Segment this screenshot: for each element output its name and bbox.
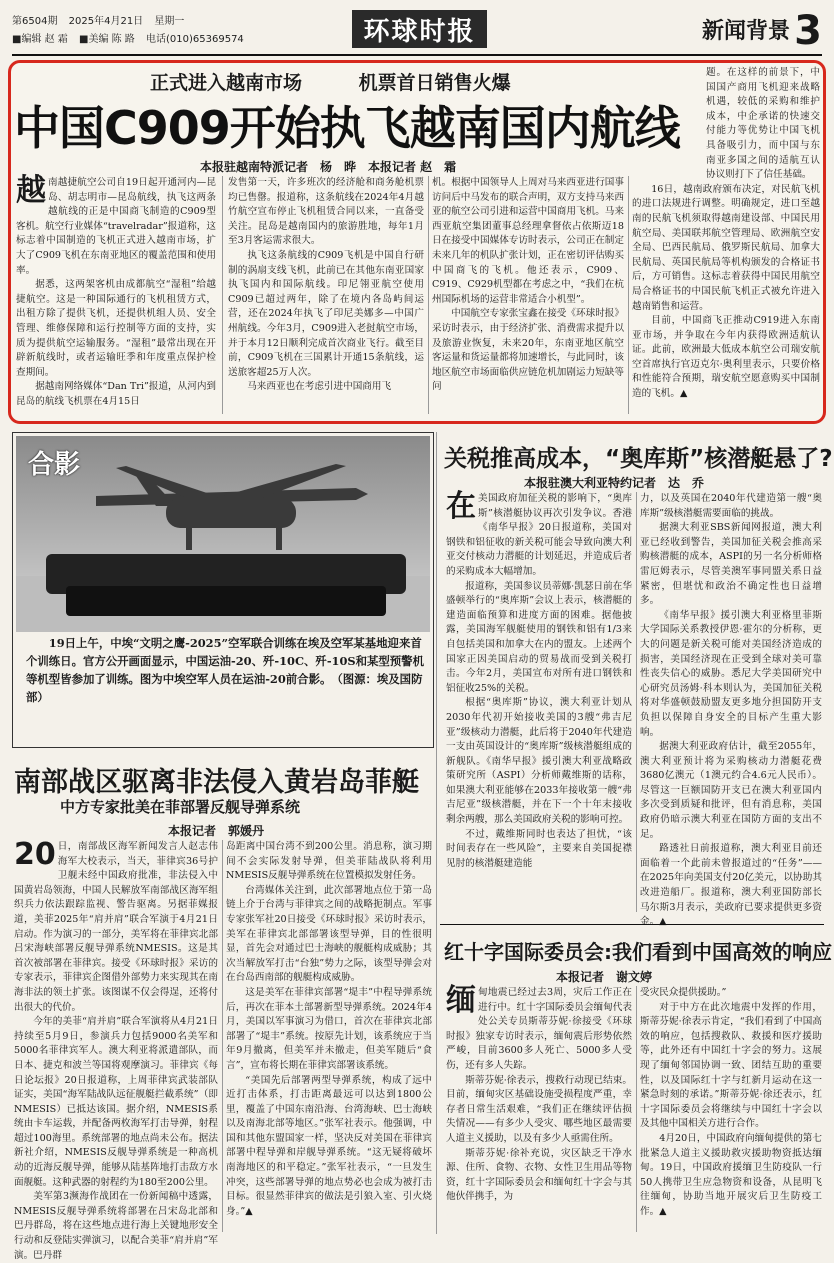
paragraph: 不过，戴维斯同时也表达了担忧，“该时间表存在一些风险”，主要来自美国捉襟见肘的核潜艇建造能 <box>446 828 632 869</box>
paragraph: 据澳大利亚SBS新闻网报道，澳大利亚已经收到警告，美国加征关税会推高采购核潜艇的成本，ASPI的另一名分析师格雷厄姆表示，尽管美澳军事同盟关系日益紧密，但堪忧和政治不确定性也日益增多。 <box>640 522 822 607</box>
paragraph: 今年的美菲“肩并肩”联合军演将从4月21日持续至5月9日，参演兵力包括9000名美军和5000名菲律宾军人。澳大利亚将派遣部队，而日本、捷克和波兰等国将观摩演习。菲律宾《每日论坛报》20日报道称，上周菲律宾武装部队证实，美国“海军陆战队远征舰艇拦截系统”（即NMESIS）已抵达该国。据介绍，NMESIS系统由卡车运载，并配备两枚海军打击导弹，射程超过100海里。系统部署的地点尚未公布。据法新社介绍，NMESIS反舰导弹系统是一种高机动的近海反舰导弹，能够从陆基阵地打击敌方水面舰艇。这种武器的射程约为180至200公里。 <box>14 1016 218 1188</box>
column-divider <box>636 492 637 912</box>
paragraph: 题。在这样的前景下，中国国产商用飞机迎来战略机遇，较低的采购和维护成本，中企承诺的快速交付能力等优势让中国飞机具备吸引力，而中国与东南亚多国之间的适航互认协议则打下了信任基础。 <box>706 67 820 181</box>
story4-dropcap: 缅 <box>446 983 476 1018</box>
column-divider <box>222 840 223 1232</box>
column-divider <box>428 176 429 414</box>
paragraph: 报道称，美国参议员蒂娜·凯瑟日前在华盛顿举行的“奥库斯”会议上表示，核潜艇的建造面临预算和进度方面的困难。据他披露，美国海军舰艇使用的钢铁和铝有1/3来自包括美国和加拿大在内的盟友。上述两个国家正因美国启动的贸易战而受到关税打击。今年2月，美国宣布对所有进口钢铁和铝征收25%的关税。 <box>446 580 632 694</box>
paragraph: 南越捷航空公司自19日起开通河内—昆岛、胡志明市—昆岛航线，执飞这两条越航线的正是中国商飞制造的C909型客机。航空行业媒体“travelradar”报道称，这标志着中国制造的飞机正式进入越南市场，扩大了C909飞机在东南亚地区的覆盖范围和使用率。 <box>16 177 216 276</box>
paragraph: 美军第3濒海作战团在一份新闻稿中透露，NMESIS反舰导弹系统将部署在吕宋岛北部和巴丹群岛，将在这些地点进行海上关键地形安全行动和反登陆实弹演习，以配合美菲“肩并肩”军演。巴丹群 <box>14 1191 218 1261</box>
lead-kicker <box>150 68 561 95</box>
column-divider <box>636 986 637 1232</box>
paragraph: 斯蒂芬妮·徐表示，搜救行动现已结束。目前，缅甸灾区基础设施受损程度严重，幸存者日常生活艰难，“我们正在继续评估损失情况——有多少人受灾、哪些地区最需要人道主义援助，以及有多少人亟需住所。 <box>446 1074 632 1144</box>
paragraph: 发售第一天，许多班次的经济舱和商务舱机票均已售罄。报道称，这条航线在2024年4月越竹航空宣布停止飞机租赁合同以来，一直备受关注。昆岛是越南国内的旅游胜地，每年1月至3月客运需求很大。 <box>228 177 424 247</box>
paragraph: 斯蒂芬妮·徐补充说，灾区缺乏干净水源、住所、食物、衣物、女性卫生用品等物资，红十字国际委员会和缅甸红十字会与其他伙伴携手，为 <box>446 1147 632 1203</box>
paragraph: 《南华早报》援引澳大利亚格里菲斯大学国际关系教授伊恩·霍尔的分析称，更大的问题是新关税可能对美国经济造成的损害，美国经济现在正受到全球对美可靠性丧失信心的威胁。悉尼大学美国研究中心研究员汤姆·科本则认为，美国加征关税将对华盛顿鼓励盟友更多地分担国防开支负担以保障自身安全的目标产生重大影响。 <box>640 609 822 738</box>
paragraph: 根据“奥库斯”协议，澳大利亚计划从2030年代初开始接收美国的3艘“弗吉尼亚”级核动力潜艇，此后将于2040年代建造一支由英国设计的“奥库斯”级核潜艇组成的新舰队。《南华早报》援引澳大利亚战略政策研究所（ASPI）分析师戴维斯的话称，如果澳大利亚能够在2033年接收第一艘“弗吉尼亚”级核潜艇，并在下一个十年末接收剩余两艘，那么美国政府关税的影响可控。 <box>446 697 632 826</box>
paragraph: 机。根据中国领导人上周对马来西亚进行国事访问后中马发布的联合声明，双方支持马来西亚的航空公司引进和运营中国商用飞机。马来西亚航空集团董事总经理拿督依占依斯迈18日在接受中国媒体专访时表示，公司正在制定未来几年的机队扩张计划，正在密切评估购买中国商飞的飞机。他还表示，C909、C919、C929机型都在考虑之中，“我们在杭州国际机场的运营非常适合小机型”。 <box>432 177 624 305</box>
story2-byline: 本报驻澳大利亚特约记者 达 乔 <box>524 476 705 490</box>
story2-column-1 <box>446 489 632 914</box>
paragraph: 甸地震已经过去3周，灾后工作正在进行中。红十字国际委员会缅甸代表处公关专员斯蒂芬妮·徐接受《环球时报》独家专访时表示，缅甸震后形势依然严峻，目前3600多人死亡、5000多人受伤，还有多人失踪。 <box>446 987 632 1071</box>
paragraph: 据越南网络媒体“Dan Tri”报道，从河内到昆岛的航线飞机票在4月15日 <box>16 381 217 407</box>
column-divider <box>222 176 223 414</box>
story2-dropcap: 在 <box>446 489 476 524</box>
story3-subhead: 中方专家批美在菲部署反舰导弹系统 <box>60 798 301 816</box>
story3-column-2 <box>226 840 432 1234</box>
paragraph: 这是美军在菲律宾部署“堤丰”中程导弹系统后，再次在菲本土部署新型导弹系统。2024年4月，美国以军事演习为借口，首次在菲律宾北部部署了“堤丰”系统。按原先计划，该系统应于当年9月撤离，但美军并未撤走，但美军随后“食言”，宣布将长期在菲律宾部署该系统。 <box>226 986 432 1071</box>
lead-dropcap: 越 <box>16 173 46 208</box>
paragraph: 执飞这条航线的C909飞机是中国自行研制的涡扇支线飞机，此前已在其他东南亚国家执飞国内和国际航线。印尼翎亚航空使用C909已超过两年，除了在境内各岛屿间运营，还在2024年执飞了印尼美娜多—中国广州航线。今年3月，C909进入老挝航空市场，并于本月12日顺利完成首次商业飞行。截至目前，C909飞机在三国累计开通15条航线，运送旅客超25万人次。 <box>228 249 424 378</box>
designer-credit: ■美编 陈 路 <box>79 34 135 45</box>
paragraph: 4月20日，中国政府向缅甸提供的第七批紧急人道主义援助救灾援助物资抵达缅甸。19日，中国政府援缅卫生防疫队一行50人携带卫生应急物资和设备，从昆明飞往缅甸，协助当地开展灾后卫生防疫工作。▲ <box>640 1132 822 1217</box>
story-divider <box>440 924 824 925</box>
paragraph: 马来西亚也在考虑引进中国商用飞 <box>247 381 392 393</box>
paragraph: 日，南部战区海军新闻发言人赵志伟海军大校表示，当天，菲律宾36号护卫舰未经中国政府批准，非法侵入中国黄岩岛领海，中国人民解放军南部战区海军组织兵力依法跟踪监视、警告驱离。另据菲媒报道，美菲2025年“肩并肩”联合军演于4月21日启动。作为演习的一部分，美军将在菲律宾北部吕宋海峡部署反舰导弹系统NMESIS。这是其首次被部署在菲律宾。接受《环球时报》采访的专家表示，菲律宾企图借外部势力来实现其在南海非法的领土扩张。该图谋不仅会得逞，还将付出很大的代价。 <box>14 841 218 1013</box>
lead-column-1 <box>16 173 217 416</box>
story3-byline: 本报记者 郭媛丹 <box>168 824 265 838</box>
paragraph: 据悉，这两架客机由成都航空“湿租”给越捷航空。这是一种国际通行的飞机租赁方式，出租方除了提供飞机，还提供机组人员、安全管理、维修保障和运行控制等方面的支持，实质为提供航空运输服务。“湿租”最常出现在开辟新航线时，或者运输旺季和年度重点保护检查期间。 <box>16 279 216 378</box>
section-name: 新闻背景 <box>701 18 790 44</box>
story3-dropcap: 20 <box>14 837 56 872</box>
paragraph: 路透社日前报道称，澳大利亚目前还面临着一个此前未曾报道过的“任务”——在2025年向美国支付20亿美元，以协助其改进造船厂。报道称，澳大利亚国防部长马尔斯3月表示，美政府已要求提供更多资金。▲ <box>640 843 822 928</box>
newspaper-logo: 环球时报 <box>352 10 487 48</box>
header-rule <box>12 54 822 56</box>
story2-headline: 关税推高成本，“奥库斯”核潜艇悬了? <box>444 446 833 472</box>
kicker-left: 正式进入越南市场 <box>150 72 303 94</box>
issue-weekday: 星期一 <box>154 16 185 27</box>
staff-line <box>12 30 252 45</box>
kicker-right: 机票首日销售火爆 <box>358 72 511 94</box>
crowd-icon <box>46 554 406 616</box>
lead-column-3 <box>432 176 624 416</box>
paragraph: 岛距离中国台湾不到200公里。消息称，演习期间不会实际发射导弹，但美菲陆战队将利用NMESIS反舰导弹系统在位置模拟发射任务。 <box>226 841 432 882</box>
lead-column-2 <box>228 176 424 416</box>
paragraph: 力，以及英国在2040年代建造第一艘“奥库斯”级核潜艇需要面临的挑战。 <box>640 493 822 519</box>
issue-number: 第6504期 <box>12 16 58 27</box>
paragraph: 对于中方在此次地震中发挥的作用，斯蒂芬妮·徐表示肯定，“我们看到了中国高效的响应，包括搜救队、救援和医疗援助等，此外还有中国红十字会的努力。这展现了缅甸邻国协调一致、团结互助的重要性，以及国际红十字与红新月运动在这一紧急时刻的承诺。”斯蒂芬妮·徐还表示，红十字国际委员会将继续与中国红十字会以及其他中国相关方进行合作。 <box>640 1001 822 1130</box>
story3-headline: 南部战区驱离非法侵入黄岩岛菲艇 <box>14 767 419 798</box>
paragraph: 中国航空专家张宝鑫在接受《环球时报》采访时表示，由于经济扩张、消费需求提升以及旅游业恢复，未来20年，东南亚地区航空客运量和货运量都将加速增长，与此同时，该地区航空市场面临供应链危机加剧运力短缺等问 <box>432 308 624 393</box>
page-number: 3 <box>794 8 822 54</box>
paragraph: “美国先后部署两型导弹系统，构成了远中近打击体系，打击距离最远可以达到1800公里，覆盖了中国东南沿海、台湾海峡、巴士海峡以及南海北部等地区。”张军社表示。他强调，中国和其他东盟国家一样，坚决反对美国在菲律宾部署中程导弹和岸舰导弹系统。“这无疑将破坏南海地区的和平稳定。”张军社表示，“一旦发生冲突，这些部署导弹的地点势必也会成为被打击目标。很显然菲律宾的做法是引狼入室、引火烧身。”▲ <box>226 1074 432 1217</box>
masthead <box>12 10 822 52</box>
paragraph: 目前，中国商飞正推动C919进入东南亚市场，并争取在今年内获得欧洲适航认证。此前，欧洲最大低成本航空公司瑞安航空首席执行官迈克尔·奥利里表示，只要价格和性能符合预期，瑞安航空愿意购买中国制造的飞机。▲ <box>632 315 820 400</box>
story4-column-1 <box>446 983 632 1234</box>
paragraph: 美国政府加征关税的影响下，“奥库斯”核潜艇协议再次引发争议。香港《南华早报》20日报道称，美国对钢铁和铝征收的新关税可能会导致向澳大利亚交付核动力潜艇的计划延迟，并造成后者的采购成本大幅增加。 <box>446 493 632 577</box>
photo-title: 合影 <box>28 450 81 480</box>
paragraph: 据澳大利亚政府估计，截至2055年，澳大利亚预计将为采购核动力潜艇花费3680亿澳元（1澳元约合4.6元人民币）。尽管这一巨额国防开支已在澳大利亚国内多次受到质疑和批评，但有消息称，美国政府仍暗示澳大利亚在国防方面的支出不足。 <box>640 741 822 840</box>
paragraph: 台湾媒体关注到，此次部署地点位于第一岛链上介于台湾与菲律宾之间的战略扼制点。军事专家张军社20日接受《环球时报》采访时表示，美军在菲律宾北部部署该型导弹，目的性很明显，首先会对通过巴士海峡的舰艇构成威胁；其次当解放军打击“台独”势力之际，该型导弹会对在台岛西南部的舰艇构成威胁。 <box>226 884 432 984</box>
column-divider <box>628 176 629 414</box>
editor-credit: ■编辑 赵 霜 <box>12 34 68 45</box>
lead-byline: 本报驻越南特派记者 杨 晔 本报记者 赵 霜 <box>200 160 457 174</box>
story4-byline: 本报记者 谢文婷 <box>556 970 653 984</box>
lead-headline: 中国C909开始执飞越南国内航线 <box>14 101 680 155</box>
paragraph: 16日，越南政府颁布决定，对民航飞机的进口法规进行调整。明确规定，进口至越南的民航飞机须取得越南建设部、中国民用航空局、美国联邦航空管理局、欧洲航空安全局、巴西民航局、俄罗斯民航局、加拿大民航局、英国民航局等机构颁发的合格证书后，方可销售。这标志着获得中国民用航空局合格证书的中国民航飞机正式被允许进入越南销售和运营。 <box>632 183 820 312</box>
phone-number: 电话(010)65369574 <box>146 34 244 45</box>
story4-headline: 红十字国际委员会:我们看到中国高效的响应 <box>444 940 832 964</box>
paragraph: 受灾民众提供援助。” <box>640 987 727 998</box>
issue-line <box>12 12 192 27</box>
section-divider <box>436 432 437 1234</box>
story2-column-2 <box>640 492 822 928</box>
story4-column-2 <box>640 986 822 1234</box>
story3-column-1 <box>14 837 218 1261</box>
photo-caption: 19日上午，中埃“文明之鹰-2025”空军联合训练在埃及空军某基地迎来首个训练日。官方公开画面显示，中国运油-20、歼-10C、歼-10S和某型预警机等机型皆参加了训练。图为中埃空军人员在运油-20前合影。 （图源：埃及国防部） <box>26 636 424 704</box>
lead-column-4 <box>632 66 820 416</box>
issue-date: 2025年4月21日 <box>68 16 144 27</box>
